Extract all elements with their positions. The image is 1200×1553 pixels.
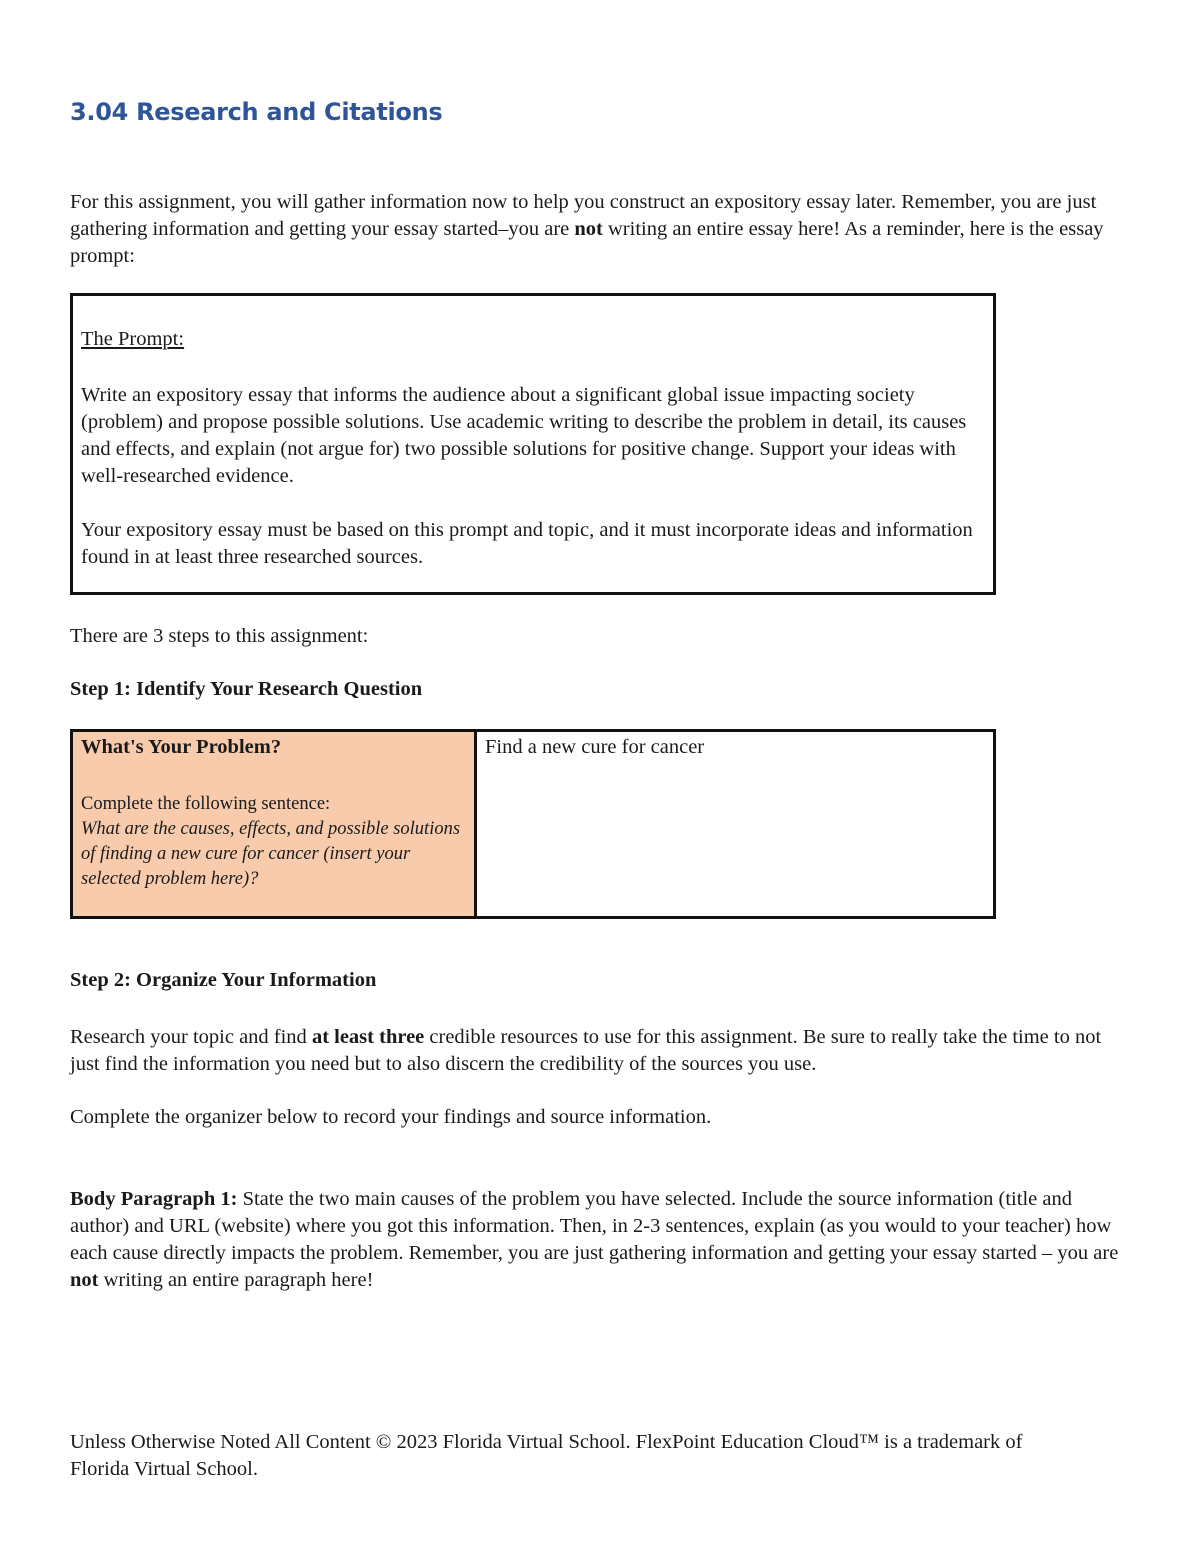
intro-text-1: For this assignment, you will gather information now to help you construct an expository essay later. Remember, you are just gathering information and getting your essay started–you are (70, 191, 1097, 240)
page-title: 3.04 Research and Citations (70, 98, 443, 126)
step2-text-1: Research your topic and find (70, 1026, 312, 1048)
prompt-paragraph-2: Your expository essay must be based on this prompt and topic, and it must incorporate ideas and information found in at least three researched sources. (81, 519, 973, 568)
problem-instructions (81, 792, 461, 892)
problem-prompt-cell (73, 732, 477, 916)
intro-text-2: writing an entire essay here! As a reminder, here is the essay prompt: (70, 218, 1104, 267)
problem-answer-cell[interactable] (477, 732, 993, 916)
copyright-footer: Unless Otherwise Noted All Content © 2023 Florida Virtual School. FlexPoint Education Cloud™ is a trademark of Florida Virtual School. (70, 1431, 1023, 1480)
problem-italic-sentence: What are the causes, effects, and possible solutions of finding a new cure for cancer (insert your selected problem here)? (81, 819, 461, 889)
prompt-label: The Prompt: (81, 328, 185, 350)
body-paragraph-1-instructions (70, 1186, 1130, 1294)
problem-question: What's Your Problem? (81, 736, 282, 758)
prompt-paragraph-1: Write an expository essay that informs the audience about a significant global issue impacting society (problem) and propose possible solutions. Use academic writing to describe the problem in detail, its causes and effects, and explain (not argue for) two possible solutions for positive change. Support your ideas with well-researched evidence. (81, 384, 967, 487)
body-paragraph-text-1: State the two main causes of the problem you have selected. Include the source information (title and author) and URL (website) where you got this information. Then, in 2-3 sentences, explain (as you would to your teacher) how each cause directly impacts the problem. Remember, you are just gathering information and getting your essay started – you are (70, 1188, 1119, 1264)
step2-paragraph-2: Complete the organizer below to record your findings and source information. (70, 1106, 712, 1128)
step2-bold: at least three (311, 1026, 425, 1048)
step2-heading: Step 2: Organize Your Information (70, 969, 377, 991)
step2-text-2: credible resources to use for this assignment. Be sure to really take the time to not just find the information you need but to also discern the credibility of the sources you use. (70, 1026, 1102, 1075)
prompt-box (70, 293, 996, 595)
problem-table (70, 729, 996, 919)
intro-bold: not (574, 218, 603, 240)
body-paragraph-bold: not (70, 1269, 99, 1291)
body-paragraph-label: Body Paragraph 1: (70, 1188, 238, 1210)
steps-intro: There are 3 steps to this assignment: (70, 625, 369, 647)
problem-answer-text[interactable]: Find a new cure for cancer (485, 736, 705, 758)
step1-heading: Step 1: Identify Your Research Question (70, 678, 423, 700)
intro-paragraph (70, 189, 1130, 270)
body-paragraph-text-2: writing an entire paragraph here! (98, 1269, 374, 1291)
step2-paragraph-1 (70, 1024, 1130, 1078)
problem-instruction-text: Complete the following sentence: (81, 794, 331, 814)
